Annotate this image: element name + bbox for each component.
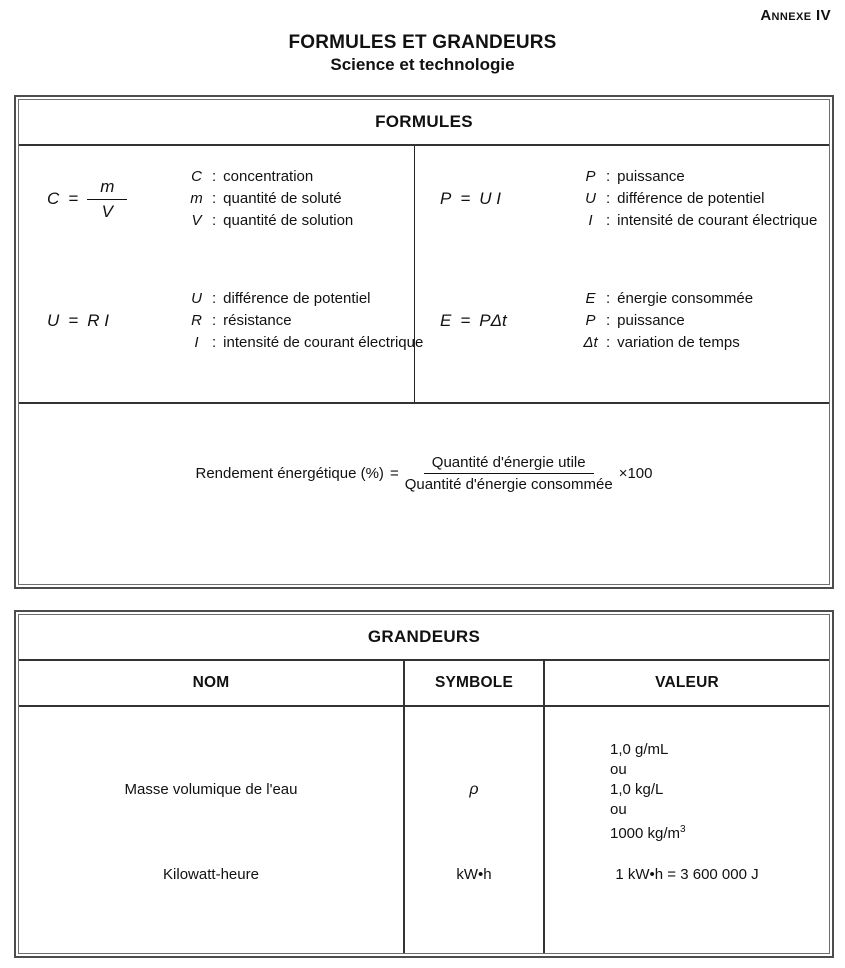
formula-expression-puissance xyxy=(440,189,501,209)
equals-sign: = xyxy=(68,189,79,208)
formula-definitions xyxy=(577,288,753,354)
formula-lhs: E xyxy=(440,311,452,330)
definition-colon: : xyxy=(212,312,217,329)
equals-sign: = xyxy=(68,311,79,330)
definition-row xyxy=(183,166,353,188)
definition-text: différence de potentiel xyxy=(223,290,371,307)
definition-colon: : xyxy=(606,212,611,229)
rendement-multiplier: ×100 xyxy=(618,465,653,482)
equals-sign: = xyxy=(389,465,399,482)
definition-row xyxy=(183,332,423,354)
definition-row xyxy=(577,310,753,332)
column-header-symbole: SYMBOLE xyxy=(405,661,545,705)
rendement-row xyxy=(19,402,829,584)
column-header-valeur: VALEUR xyxy=(655,674,719,691)
definition-colon: : xyxy=(606,334,611,351)
formules-left-column xyxy=(19,146,424,402)
valeur-line: 1,0 g/mL xyxy=(610,741,669,758)
definition-colon: : xyxy=(212,212,217,229)
grandeurs-body xyxy=(19,707,829,953)
definition-symbol: C xyxy=(191,168,202,185)
definition-text: quantité de solution xyxy=(223,212,354,229)
formules-body xyxy=(19,146,829,402)
equals-sign: = xyxy=(460,311,471,330)
equals-sign: = xyxy=(460,189,471,208)
definition-text: intensité de courant électrique xyxy=(617,212,818,229)
definition-symbol: V xyxy=(191,212,202,229)
valeur-base: 1000 kg/m xyxy=(610,825,681,842)
rendement-denominator: Quantité d'énergie consommée xyxy=(404,476,613,493)
definition-text: puissance xyxy=(617,312,685,329)
definition-text: quantité de soluté xyxy=(223,190,342,207)
definition-colon: : xyxy=(606,190,611,207)
formules-right-column xyxy=(415,146,829,402)
valeur-line-superscript xyxy=(610,820,686,844)
definition-colon: : xyxy=(212,290,217,307)
formules-table-inner xyxy=(18,99,830,585)
column-header-nom: NOM xyxy=(19,661,405,705)
annexe-label: Annexe IV xyxy=(760,7,831,24)
grandeurs-table-inner xyxy=(18,614,830,954)
definition-symbol: P xyxy=(585,168,596,185)
formula-ohm xyxy=(47,286,424,356)
valeur-line: ou xyxy=(610,801,627,818)
definition-colon: : xyxy=(212,168,217,185)
definition-colon: : xyxy=(212,334,217,351)
definition-row xyxy=(577,188,817,210)
definition-text: énergie consommée xyxy=(617,290,754,307)
fraction xyxy=(87,177,127,222)
definition-colon: : xyxy=(606,312,611,329)
definition-text: intensité de courant électrique xyxy=(223,334,424,351)
definition-symbol: I xyxy=(194,334,199,351)
formula-energie xyxy=(440,286,754,356)
definition-row xyxy=(183,210,353,232)
formula-rhs: R I xyxy=(87,311,109,330)
definition-row xyxy=(183,188,353,210)
definition-symbol: U xyxy=(191,290,202,307)
definition-row xyxy=(577,210,817,232)
formula-expression-energie xyxy=(440,311,507,331)
formula-rhs: U I xyxy=(479,189,502,208)
definition-colon: : xyxy=(606,168,611,185)
formula-lhs: P xyxy=(440,189,452,208)
definition-colon: : xyxy=(606,290,611,307)
fraction-numerator: m xyxy=(87,177,127,200)
fraction-denominator: V xyxy=(101,201,113,221)
definition-text: puissance xyxy=(617,168,685,185)
rendement-fraction xyxy=(405,454,613,493)
valeur-line: ou xyxy=(610,761,627,778)
valeur-exponent: 3 xyxy=(680,824,686,835)
nom-kilowatt-heure: Kilowatt-heure xyxy=(163,866,259,883)
formula-puissance xyxy=(440,164,818,234)
page-subtitle: Science et technologie xyxy=(330,55,515,74)
valeur-masse-volumique xyxy=(610,740,686,844)
definition-symbol: I xyxy=(588,212,593,229)
symbole-kwh: kW•h xyxy=(456,866,492,883)
formula-concentration xyxy=(47,164,354,234)
definition-text: différence de potentiel xyxy=(617,190,765,207)
symbole-rho: ρ xyxy=(469,781,479,798)
definition-row xyxy=(577,332,753,354)
definition-row xyxy=(577,166,817,188)
definition-symbol: E xyxy=(585,290,596,307)
definition-text: résistance xyxy=(223,312,292,329)
grandeurs-column-headers xyxy=(19,661,829,707)
rendement-label: Rendement énergétique (%) xyxy=(195,465,384,482)
grandeurs-nom-cell xyxy=(19,707,405,953)
rendement-numerator: Quantité d'énergie utile xyxy=(424,454,594,474)
definition-row xyxy=(577,288,753,310)
formula-expression-ohm xyxy=(47,311,109,331)
nom-masse-volumique: Masse volumique de l'eau xyxy=(124,781,298,798)
valeur-kilowatt-heure: 1 kW•h = 3 600 000 J xyxy=(615,866,759,883)
definition-symbol: P xyxy=(585,312,596,329)
grandeurs-table xyxy=(14,610,834,958)
formula-lhs: C xyxy=(47,189,60,208)
formula-lhs: U xyxy=(47,311,60,330)
formula-rhs: PΔt xyxy=(479,311,507,330)
grandeurs-valeur-cell xyxy=(545,707,829,953)
definition-symbol: U xyxy=(585,190,596,207)
formula-definitions xyxy=(183,166,353,232)
page-title: FORMULES ET GRANDEURS xyxy=(288,32,557,53)
formula-expression-concentration xyxy=(47,177,127,222)
definition-text: variation de temps xyxy=(617,334,740,351)
definition-symbol: m xyxy=(190,190,203,207)
grandeurs-table-header: GRANDEURS xyxy=(19,615,829,661)
definition-symbol: Δt xyxy=(583,334,598,351)
definition-symbol: R xyxy=(191,312,202,329)
rendement-formula xyxy=(195,454,652,493)
definition-colon: : xyxy=(212,190,217,207)
definition-row xyxy=(183,288,423,310)
formula-definitions xyxy=(183,288,423,354)
grandeurs-symbole-cell xyxy=(405,707,545,953)
formules-table-header: FORMULES xyxy=(19,100,829,146)
formules-table xyxy=(14,95,834,589)
formula-definitions xyxy=(577,166,817,232)
definition-row xyxy=(183,310,423,332)
definition-text: concentration xyxy=(223,168,314,185)
valeur-line: 1,0 kg/L xyxy=(610,781,664,798)
